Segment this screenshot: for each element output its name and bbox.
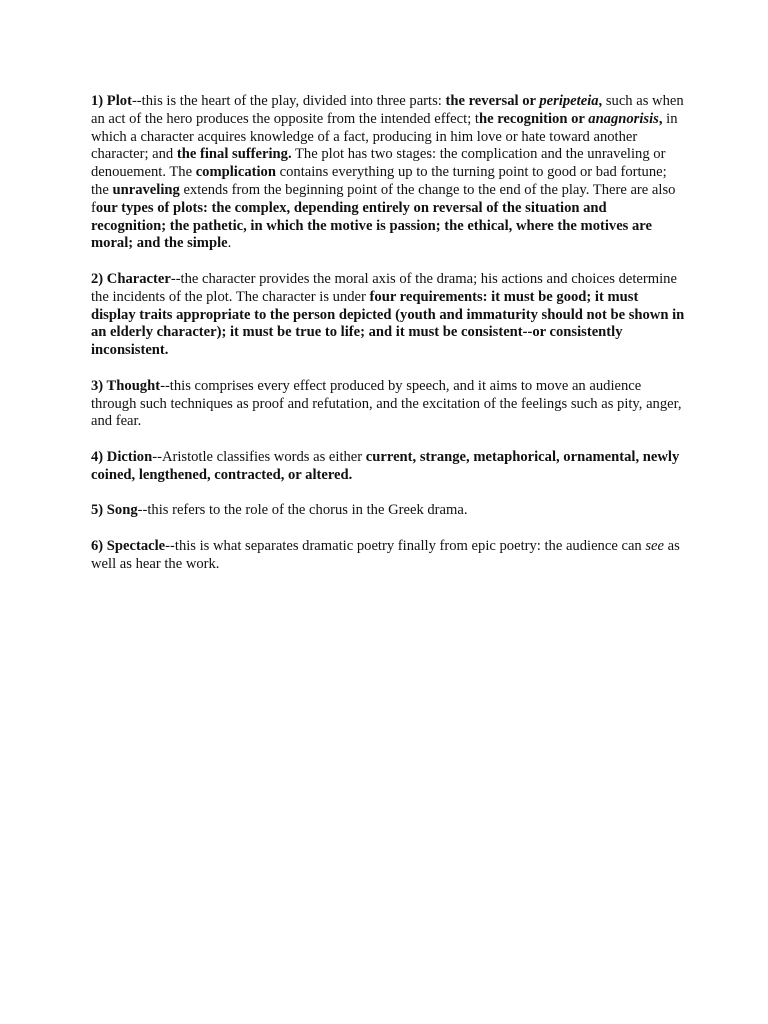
text-run: such as when an act of the hero produces the opposite from the intended effect; t	[91, 93, 684, 127]
text-run: the reversal or	[445, 93, 540, 109]
text-run: --this comprises every effect produced by speech, and it aims to move an audience through such techniques as proof and refutation, and the excitation of the feelings such as pity, anger, and fear.	[91, 377, 682, 430]
section-plot	[91, 93, 685, 253]
text-run: as well as hear the work.	[91, 537, 680, 572]
text-run: --this is what separates dramatic poetry finally from epic poetry: the audience can	[165, 537, 646, 554]
section-thought	[91, 378, 685, 431]
text-run: The plot has two stages: the complication and the unraveling or denouement. The	[91, 146, 666, 181]
section-diction	[91, 449, 685, 485]
text-run: current, strange, metaphorical, ornamental, newly coined, lengthened, contracted, or altered.	[91, 448, 680, 483]
text-run: 4) Diction	[91, 448, 153, 465]
text-run: complication	[195, 164, 276, 181]
section-song	[91, 502, 685, 520]
document-body	[91, 93, 685, 591]
text-run: --the character provides the moral axis of the drama; his actions and choices determine the incidents of the plot. The character is under	[91, 270, 677, 305]
text-run: --this refers to the role of the chorus in the Greek drama.	[137, 502, 468, 519]
text-run: ,	[658, 110, 663, 127]
text-run: anagnorisis	[588, 110, 659, 127]
text-run: peripeteia	[539, 93, 599, 109]
text-run: he recognition or	[478, 110, 589, 127]
section-character	[91, 271, 685, 360]
text-run: unraveling	[112, 181, 180, 198]
text-run: 2) Character	[91, 270, 171, 287]
text-run: 6) Spectacle	[91, 537, 166, 554]
text-run: our types of plots: the complex, depending entirely on reversal of the situation and recognition; the pathetic, in which the motive is passion; the ethical, where the motives are moral; and the simple	[91, 199, 652, 252]
text-run: 5) Song	[91, 502, 138, 519]
text-run: --this is the heart of the play, divided into three parts:	[131, 93, 446, 109]
section-spectacle	[91, 538, 685, 574]
text-run: .	[227, 235, 232, 252]
text-run: in which a character acquires knowledge of a fact, producing in him love or hate toward another character; and	[91, 110, 678, 163]
text-run: extends from the beginning point of the change to the end of the play. There are also f	[91, 181, 676, 216]
text-run: 1) Plot	[91, 93, 132, 109]
text-run: 3) Thought	[91, 377, 161, 394]
text-run: ,	[598, 93, 603, 109]
text-run: contains everything up to the turning point to good or bad fortune; the	[91, 164, 667, 198]
text-run: four requirements: it must be good; it must display traits appropriate to the person depicted (youth and immaturity should not be shown in an elderly character); it must be true to life; and it must be consistent--or consistently inconsistent.	[91, 288, 685, 359]
text-run: --Aristotle classifies words as either	[152, 448, 366, 465]
text-run: the final suffering.	[176, 146, 292, 163]
text-run: see	[645, 537, 665, 554]
